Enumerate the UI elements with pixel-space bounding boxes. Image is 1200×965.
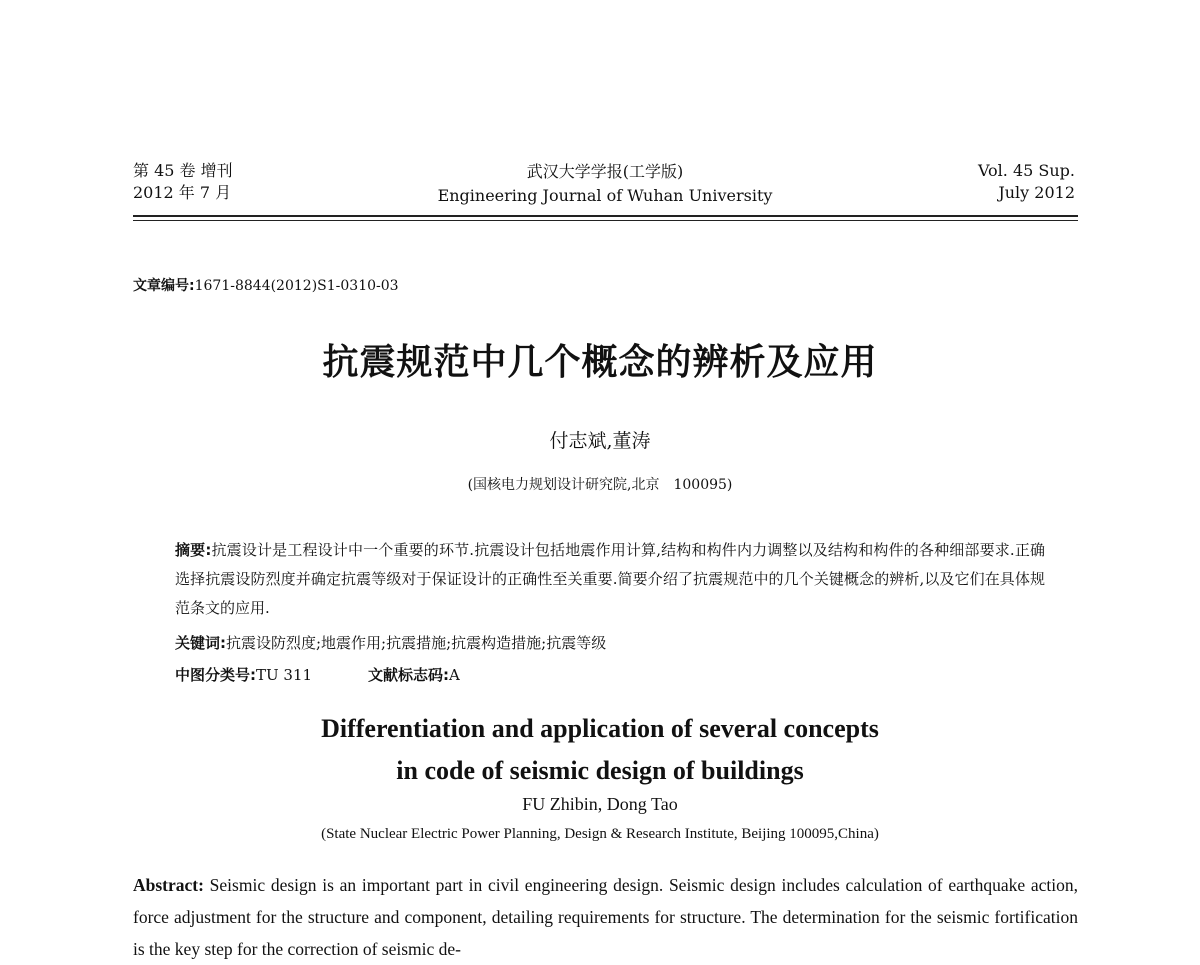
volume-issue: 第 45 卷 增刊 <box>133 161 233 180</box>
classification-line <box>175 664 460 685</box>
publication-date-en: July 2012 <box>998 183 1075 202</box>
header-rule-thin <box>133 220 1078 221</box>
paper-title-en <box>0 708 1200 792</box>
publication-date-cn: 2012 年 7 月 <box>133 183 232 202</box>
abstract-en-text: Seismic design is an important part in civil engineering design. Seismic design includes calculation of earthquake action, force adjustment for the structure and component, detailing requirements for structure. The determination for the seismic fortification is the key step for the correction of seismic de- <box>133 875 1078 959</box>
doc-code-label: 文献标志码: <box>368 666 450 684</box>
paper-title-en-line1: Differentiation and application of several concepts <box>321 714 879 743</box>
abstract-cn-text: 抗震设计是工程设计中一个重要的环节.抗震设计包括地震作用计算,结构和构件内力调整以及结构和构件的各种细部要求.正确选择抗震设防烈度并确定抗震等级对于保证设计的正确性至关重要.简要介绍了抗震规范中的几个关键概念的辨析,以及它们在具体规范条文的应用. <box>175 541 1045 617</box>
abstract-en-label: Abstract: <box>133 875 204 895</box>
paper-title-en-line2: in code of seismic design of buildings <box>396 756 804 785</box>
authors-en: FU Zhibin, Dong Tao <box>522 794 678 814</box>
affiliation-cn: (国核电力规划设计研究院,北京 100095) <box>467 477 733 493</box>
journal-volume-info-en <box>940 160 1075 204</box>
abstract-cn <box>175 536 1045 623</box>
authors-cn: 付志斌,董涛 <box>549 430 651 452</box>
keywords-cn <box>175 632 606 653</box>
abstract-en <box>133 869 1078 965</box>
article-number <box>133 275 399 295</box>
volume-issue-en: Vol. 45 Sup. <box>977 161 1075 180</box>
class-number-label: 中图分类号: <box>175 666 256 684</box>
journal-name-en: Engineering Journal of Wuhan University <box>437 186 773 205</box>
header-rule-thick <box>133 215 1078 217</box>
keywords-cn-text: 抗震设防烈度;地震作用;抗震措施;抗震构造措施;抗震等级 <box>226 634 607 652</box>
paper-title-cn: 抗震规范中几个概念的辨析及应用 <box>322 342 878 383</box>
journal-name <box>390 160 820 208</box>
doc-code-value: A <box>449 666 460 684</box>
article-number-value: 1671-8844(2012)S1-0310-03 <box>194 278 399 294</box>
affiliation-en: (State Nuclear Electric Power Planning, Design & Research Institute, Beijing 100095,China) <box>321 826 879 842</box>
abstract-cn-label: 摘要: <box>175 541 212 559</box>
keywords-cn-label: 关键词: <box>175 634 226 652</box>
journal-volume-info <box>133 160 233 204</box>
journal-name-cn: 武汉大学学报(工学版) <box>526 162 684 181</box>
class-number-value: TU 311 <box>256 666 313 684</box>
article-number-label: 文章编号: <box>133 278 195 294</box>
